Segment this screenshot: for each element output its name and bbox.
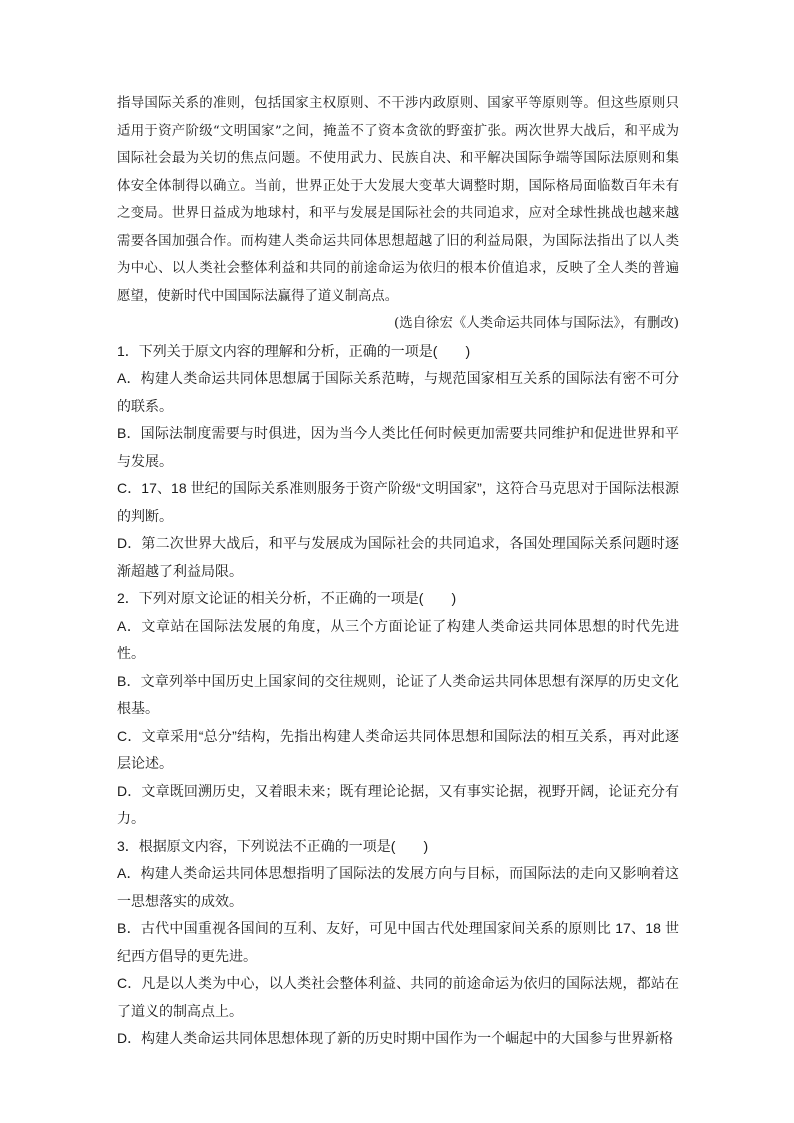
question-stem: 3．根据原文内容，下列说法不正确的一项是( )	[117, 837, 429, 854]
question-stem: 2．下列对原文论证的相关分析，不正确的一项是( )	[117, 590, 457, 606]
option-a: A．文章站在国际法发展的角度，从三个方面论证了构建人类命运共同体思想的时代先进性。	[117, 617, 679, 661]
question-2	[117, 585, 679, 833]
option-d: D．文章既回溯历史，又着眼未来；既有理论论据，又有事实论据，视野开阔，论证充分有力。	[117, 782, 679, 826]
option-b: B．国际法制度需要与时俱进，因为当今人类比任何时候更加需要共同维护和促进世界和平与发展。	[117, 425, 679, 469]
option-d: D．构建人类命运共同体思想体现了新的历史时期中国作为一个崛起中的大国参与世界新格	[117, 1030, 674, 1046]
option-b: B．古代中国重视各国间的互利、友好，可见中国古代处理国家间关系的原则比 17、18 世纪西方倡导的更先进。	[117, 920, 679, 964]
option-c: C．17、18 世纪的国际关系准则服务于资产阶级“文明国家”，这符合马克思对于国际法根源的判断。	[117, 480, 679, 524]
document-page	[117, 90, 679, 1053]
question-3	[117, 833, 679, 1053]
question-stem: 1．下列关于原文内容的理解和分析，正确的一项是( )	[117, 342, 471, 359]
option-b: B．文章列举中国历史上国家间的交往规则，论证了人类命运共同体思想有深厚的历史文化根基。	[117, 672, 679, 716]
passage-source: (选自徐宏《人类命运共同体与国际法》，有删改)	[394, 316, 679, 331]
question-1	[117, 338, 679, 586]
option-c: C．凡是以人类为中心，以人类社会整体利益、共同的前途命运为依归的国际法规，都站在了道义的制高点上。	[117, 975, 679, 1019]
option-a: A．构建人类命运共同体思想指明了国际法的发展方向与目标，而国际法的走向又影响着这一思想落实的成效。	[117, 865, 679, 909]
passage-text: 指导国际关系的准则，包括国家主权原则、不干涉内政原则、国家平等原则等。但这些原则只适用于资产阶级“文明国家”之间，掩盖不了资本贪欲的野蛮扩张。两次世界大战后，和平成为国际社会最为关切的焦点问题。不使用武力、民族自决、和平解决国际争端等国际法原则和集体安全体制得以确立。当前，世界正处于大发展大变革大调整时期，国际格局面临数百年未有之变局。世界日益成为地球村，和平与发展是国际社会的共同追求，应对全球性挑战也越来越需要各国加强合作。而构建人类命运共同体思想超越了旧的利益局限，为国际法指出了以人类为中心、以人类社会整体利益和共同的前途命运为依归的根本价值追求，反映了全人类的普遍愿望，使新时代中国国际法赢得了道义制高点。	[117, 96, 679, 304]
option-a: A．构建人类命运共同体思想属于国际关系范畴，与规范国家相互关系的国际法有密不可分的联系。	[117, 370, 679, 414]
option-c: C．文章采用“总分”结构，先指出构建人类命运共同体思想和国际法的相互关系，再对此逐层论述。	[117, 727, 679, 771]
option-d: D．第二次世界大战后，和平与发展成为国际社会的共同追求，各国处理国际关系问题时逐渐超越了利益局限。	[117, 535, 679, 579]
